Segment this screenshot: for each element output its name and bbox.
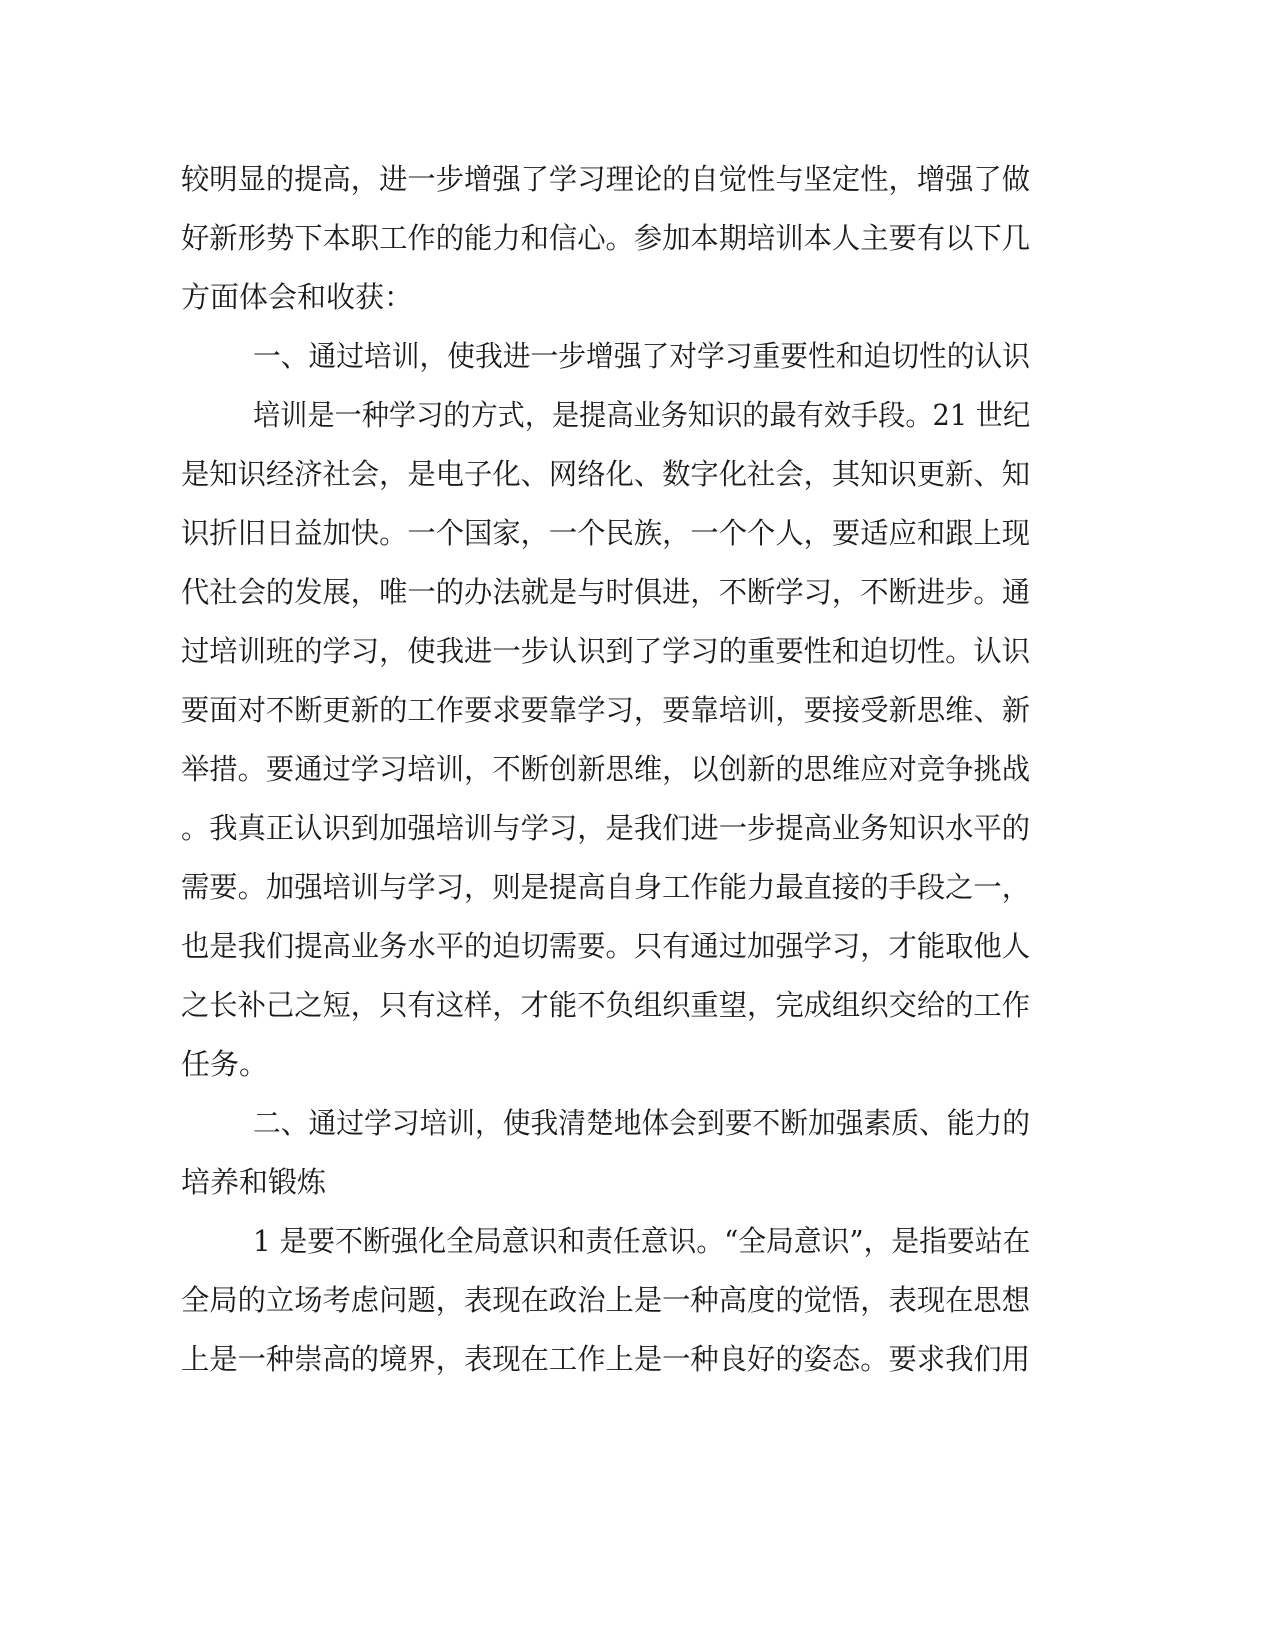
text-line: 识折旧日益加快。一个国家，一个民族，一个个人，要适应和跟上现 — [181, 516, 1031, 550]
text-line: 较明显的提高，进一步增强了学习理论的自觉性与坚定性，增强了做 — [181, 162, 1031, 196]
text-line: 。我真正认识到加强培训与学习，是我们进一步提高业务知识水平的 — [181, 811, 1031, 845]
text-line: 培训是一种学习的方式，是提高业务知识的最有效手段。21 世纪 — [253, 398, 1031, 432]
text-line: 上是一种崇高的境界，表现在工作上是一种良好的姿态。要求我们用 — [181, 1342, 1031, 1376]
text-line: 要面对不断更新的工作要求要靠学习，要靠培训，要接受新思维、新 — [181, 693, 1031, 727]
section-heading: 二、通过学习培训，使我清楚地体会到要不断加强素质、能力的 — [253, 1106, 1031, 1140]
text-line: 任务。 — [181, 1047, 269, 1081]
text-line: 方面体会和收获： — [181, 280, 414, 314]
text-line: 是知识经济社会，是电子化、网络化、数字化社会，其知识更新、知 — [181, 457, 1031, 491]
text-line: 需要。加强培训与学习，则是提高自身工作能力最直接的手段之一， — [181, 870, 1031, 904]
text-line: 过培训班的学习，使我进一步认识到了学习的重要性和迫切性。认识 — [181, 634, 1031, 668]
text-line: 之长补己之短，只有这样，才能不负组织重望，完成组织交给的工作 — [181, 988, 1031, 1022]
section-heading: 培养和锻炼 — [181, 1165, 327, 1199]
text-line: 1 是要不断强化全局意识和责任意识。“全局意识”，是指要站在 — [253, 1224, 1031, 1258]
section-heading: 一、通过培训，使我进一步增强了对学习重要性和迫切性的认识 — [253, 339, 1031, 373]
text-line: 好新形势下本职工作的能力和信心。参加本期培训本人主要有以下几 — [181, 221, 1031, 255]
text-line: 也是我们提高业务水平的迫切需要。只有通过加强学习，才能取他人 — [181, 929, 1031, 963]
text-line: 全局的立场考虑问题，表现在政治上是一种高度的觉悟，表现在思想 — [181, 1283, 1031, 1317]
text-line: 举措。要通过学习培训，不断创新思维，以创新的思维应对竞争挑战 — [181, 752, 1031, 786]
text-line: 代社会的发展，唯一的办法就是与时俱进，不断学习，不断进步。通 — [181, 575, 1031, 609]
